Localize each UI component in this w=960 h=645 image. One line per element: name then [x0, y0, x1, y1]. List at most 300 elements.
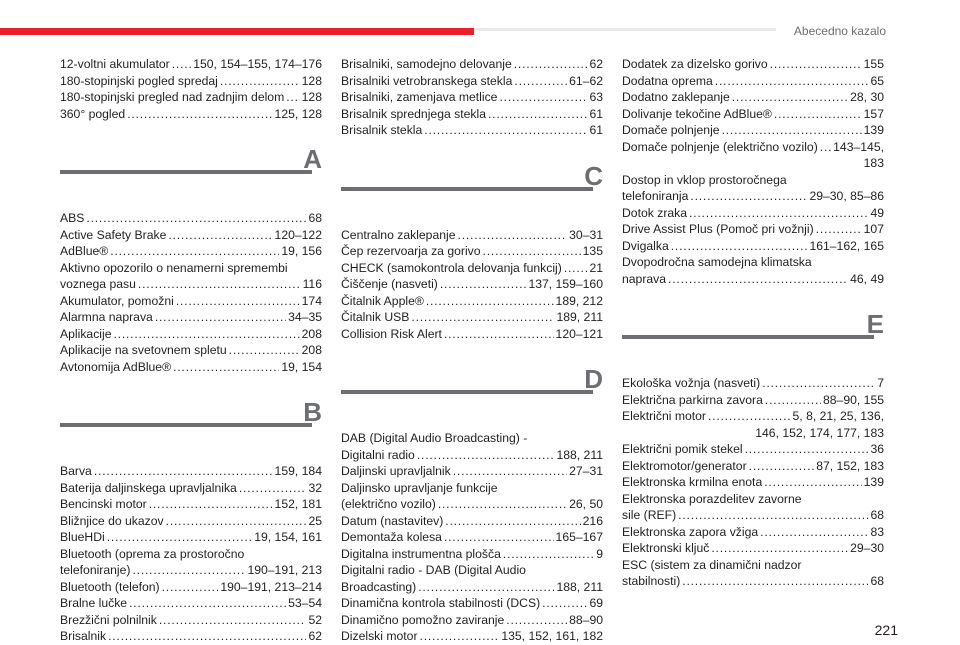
page-header-title: Abecedno kazalo [793, 24, 886, 38]
index-entry [60, 260, 322, 293]
index-entry-row [341, 628, 603, 645]
index-entry-row [60, 579, 322, 596]
index-entry-row [60, 628, 322, 645]
index-entry-label: Centralno zaklepanje [341, 227, 456, 242]
index-entry-row [60, 480, 322, 497]
dot-leader [499, 89, 587, 106]
index-entry [341, 562, 603, 595]
index-entry-row [341, 106, 603, 123]
index-entry-label: Brisalnik [60, 629, 107, 643]
index-entry-row [60, 342, 322, 359]
dot-leader [678, 507, 868, 524]
index-entry [341, 243, 603, 260]
index-entry-label: Elektromotor/generator [622, 458, 747, 473]
dot-leader [506, 612, 567, 629]
dot-leader [708, 408, 791, 425]
dot-leader [176, 293, 300, 310]
section-divider [60, 423, 312, 427]
index-entry-label: naprava [622, 271, 667, 286]
index-entry-row [341, 326, 603, 343]
index-entry-label: sile (REF) [622, 508, 677, 522]
index-entry-label: Elektronski ključ [622, 541, 710, 555]
index-entry-row [60, 106, 322, 123]
index-entry-row [622, 408, 884, 425]
index-entry-row [341, 56, 603, 73]
index-entry [60, 243, 322, 260]
index-entry-row [622, 524, 884, 541]
index-entry-row [622, 139, 884, 156]
index-entry-row [341, 227, 603, 244]
index-entry [341, 89, 603, 106]
dot-leader [173, 359, 279, 376]
index-entry-pages: 208 [301, 343, 322, 357]
index-entry [341, 612, 603, 629]
index-entry-label: Alarmna naprava [60, 310, 153, 324]
index-entry-row [622, 375, 884, 392]
dot-leader [411, 309, 554, 326]
index-entry-pages: 120–121 [555, 326, 603, 341]
index-entry-row [341, 447, 603, 464]
index-entry [60, 326, 322, 343]
index-entry-label: Električni pomik stekel [622, 442, 743, 456]
index-entry-label: Dinamična kontrola stabilnosti (DCS) [341, 596, 541, 610]
index-entry [60, 293, 322, 310]
index-entry-pages: 189, 212 [555, 293, 603, 308]
index-entry-label: Brisalnik sprednjega stekla [341, 106, 486, 121]
index-entry-row [60, 463, 322, 480]
dot-leader [816, 221, 862, 238]
index-entry-row [622, 122, 884, 139]
index-entry-pages: 68 [870, 508, 884, 522]
index-entry-label: Broadcasting) [341, 579, 417, 594]
index-entry-label: Akumulator, pomožni [60, 293, 174, 308]
index-entry-pages: 65 [870, 73, 884, 88]
index-entry-label: Aplikacije na svetovnem spletu [60, 343, 227, 357]
index-entry-row [622, 106, 884, 123]
index-entry-row [622, 540, 884, 557]
index-entry [60, 595, 322, 612]
index-entry-row [622, 221, 884, 238]
index-entry-row [341, 513, 603, 530]
index-entry [622, 254, 884, 287]
index-entry-pages: 87, 152, 183 [816, 458, 884, 473]
index-entry [60, 579, 322, 596]
dot-leader [155, 309, 286, 326]
index-entry [60, 227, 322, 244]
index-entry [622, 408, 884, 441]
index-entry-label: Brisalniki vetrobranskega stekla [341, 73, 513, 88]
index-entry-label: Drive Assist Plus (Pomoč pri vožnji) [622, 222, 814, 236]
index-entry-label: Domače polnjenje [622, 123, 720, 137]
index-entry-pages: 52 [308, 612, 322, 627]
index-entry-row [60, 562, 322, 579]
index-entry-pages: 157 [863, 106, 884, 121]
index-entry-row [341, 496, 603, 513]
index-entry-pages: 188, 211 [556, 447, 603, 462]
index-entry-row [60, 326, 322, 343]
index-entry [622, 56, 884, 73]
section-letter: C [584, 160, 603, 191]
dot-leader [138, 276, 301, 293]
dot-leader [166, 513, 307, 530]
index-entry-label: Dizelski motor [341, 629, 418, 643]
index-entry-pages: 139 [863, 123, 884, 137]
section-letter: B [303, 397, 322, 427]
index-entry-pages: 88–90, 155 [823, 392, 884, 407]
section-header [341, 161, 603, 215]
dot-leader [229, 342, 300, 359]
index-entry-label: 180-stopinjski pregled nad zadnjim delom [60, 90, 285, 104]
index-entry [341, 293, 603, 310]
header-rule [474, 28, 776, 31]
index-entry-label: Elektronska krmilna enota [622, 475, 763, 489]
index-entry-row [341, 260, 603, 277]
index-entry-row [622, 205, 884, 222]
index-entry [60, 210, 322, 227]
index-entry-pages: 128 [301, 73, 322, 88]
dot-leader [220, 73, 300, 90]
index-entry-row [622, 474, 884, 491]
index-entry-row [622, 188, 884, 205]
section-divider [60, 170, 312, 174]
index-entry-pages: 5, 8, 21, 25, 136, [792, 409, 884, 423]
section-letter: D [584, 364, 603, 394]
index-entry [341, 260, 603, 277]
index-entry [60, 463, 322, 480]
index-entry-pages: 174 [301, 293, 322, 308]
index-entry-label: Električni motor [622, 409, 706, 423]
index-entry-text: Dostop in vklop prostoročnega [622, 172, 787, 187]
index-entry-pages: 165–167 [555, 530, 603, 544]
index-entry-label: voznega pasu [60, 277, 136, 291]
index-entry-label: Brezžični polnilnik [60, 612, 157, 627]
index-entry-pages: 107 [863, 222, 884, 236]
index-entry-label: Dvigalka [622, 238, 669, 253]
index-entry-label: Bralne lučke [60, 596, 128, 610]
index-entry-pages: 62 [589, 57, 603, 71]
dot-leader [172, 56, 191, 73]
dot-leader [132, 562, 245, 579]
index-entry-row [622, 73, 884, 90]
index-entry-label: BlueHDi [60, 530, 105, 544]
index-entry [622, 205, 884, 222]
index-entry-row [622, 56, 884, 73]
section-divider [341, 187, 593, 191]
index-entry-pages: 190–191, 213–214 [220, 579, 322, 594]
dot-leader [418, 579, 554, 596]
index-entry-pages: 68 [308, 211, 322, 225]
index-entry [622, 474, 884, 491]
dot-leader [440, 276, 527, 293]
index-entry-row [341, 309, 603, 326]
dot-leader [483, 243, 581, 260]
dot-leader [689, 205, 868, 222]
index-entry [622, 139, 884, 172]
index-entry-row [341, 612, 603, 629]
index-entry-pages: 49 [870, 205, 884, 220]
index-entry-label: Električna parkirna zavora [622, 392, 763, 407]
dot-leader [745, 441, 869, 458]
index-entry [622, 441, 884, 458]
dot-leader [86, 210, 306, 227]
section-header [60, 397, 322, 451]
dot-leader [108, 628, 306, 645]
dot-leader [420, 628, 500, 645]
index-entry-row [341, 243, 603, 260]
section-divider [622, 335, 874, 339]
index-entry-row [60, 243, 322, 260]
index-entry-pages: 63 [589, 90, 603, 104]
index-entry-row [60, 89, 322, 106]
index-entry [622, 491, 884, 524]
index-entry [60, 342, 322, 359]
index-entry-row [341, 579, 603, 596]
index-entry-label: telefoniranja [622, 189, 689, 203]
index-entry [341, 529, 603, 546]
dot-leader [129, 595, 286, 612]
index-entry-label: Elektronska zapora vžiga [622, 524, 759, 539]
index-entry [341, 430, 603, 463]
index-entry-row [60, 293, 322, 310]
index-entry-row [60, 309, 322, 326]
dot-leader [159, 612, 307, 629]
page-number: 221 [874, 622, 898, 638]
index-entry-row [341, 529, 603, 546]
dot-leader [424, 122, 587, 139]
index-entry-pages: 61 [589, 106, 603, 121]
dot-leader [762, 375, 875, 392]
index-entry-row [60, 513, 322, 530]
index-entry-pages: 159, 184 [274, 464, 322, 478]
index-column-2 [341, 56, 603, 645]
index-entry [622, 458, 884, 475]
index-entry [622, 106, 884, 123]
index-entry-pages: 46, 49 [850, 271, 884, 286]
index-entry-label: Dodatno zaklepanje [622, 90, 730, 104]
index-entry-label: Brisalniki, samodejno delovanje [341, 57, 512, 71]
section-header [622, 309, 884, 363]
index-entry-pages: 32 [308, 480, 322, 495]
index-entry-label: Dolivanje tekočine AdBlue® [622, 106, 772, 121]
dot-leader [764, 474, 861, 491]
index-entry-text: Daljinsko upravljanje funkcije [341, 480, 498, 495]
index-entry-pages: 29–30, 85–86 [809, 189, 884, 203]
dot-leader [760, 524, 868, 541]
index-column-3 [622, 56, 884, 590]
index-entry-row [60, 276, 322, 293]
index-entry-pages: 189, 211 [556, 310, 603, 324]
index-entry-label: 360° pogled [60, 106, 126, 121]
index-entry-label: Brisalniki, zamenjava metlice [341, 90, 498, 104]
index-entry-row [60, 210, 322, 227]
index-entry-row [622, 89, 884, 106]
index-entry-pages: 7 [877, 376, 884, 390]
dot-leader [668, 271, 848, 288]
index-entry [341, 309, 603, 326]
index-entry-label: AdBlue® [60, 244, 109, 258]
index-entry [341, 106, 603, 123]
index-entry-pages: 83 [870, 524, 884, 539]
dot-leader [690, 188, 807, 205]
index-entry [341, 276, 603, 293]
index-entry-label: Dinamično pomožno zaviranje [341, 612, 505, 627]
index-entry-row [341, 89, 603, 106]
index-entry [622, 172, 884, 205]
index-entry-label: Datum (nastavitev) [341, 513, 444, 528]
dot-leader [239, 480, 307, 497]
index-entry-pages: 190–191, 213 [247, 563, 322, 577]
index-entry [60, 628, 322, 645]
index-entry-label: 180-stopinjski pogled spredaj [60, 73, 218, 88]
index-entry-label: Domače polnjenje (električno vozilo) [622, 139, 818, 154]
index-entry [60, 359, 322, 376]
index-entry [341, 326, 603, 343]
index-entry [622, 557, 884, 590]
index-entry-row [341, 276, 603, 293]
dot-leader [458, 227, 568, 244]
index-entry [341, 513, 603, 530]
index-entry-label: Bluetooth (telefon) [60, 579, 160, 594]
index-entry-pages: 36 [870, 442, 884, 456]
dot-leader [453, 463, 567, 480]
index-entry [622, 392, 884, 409]
index-entry [60, 612, 322, 629]
index-entry-label: stabilnosti) [622, 574, 681, 588]
index-entry-row [622, 238, 884, 255]
section-letter: A [303, 144, 322, 174]
dot-leader [542, 595, 587, 612]
index-entry-pages: 188, 211 [556, 579, 603, 594]
index-entry [341, 463, 603, 480]
index-entry-row [622, 392, 884, 409]
dot-leader [732, 89, 848, 106]
index-entry-pages: 26, 50 [569, 497, 603, 511]
section-letter: E [866, 309, 884, 339]
index-entry-pages: 19, 156 [281, 244, 322, 258]
index-entry-pages: 128 [301, 90, 322, 104]
index-entry [341, 227, 603, 244]
index-entry [60, 309, 322, 326]
dot-leader [682, 573, 868, 590]
index-entry-pages: 30–31 [569, 227, 603, 242]
index-entry-label: (električno vozilo) [341, 497, 436, 511]
index-entry-text: Bluetooth (oprema za prostoročno [60, 546, 245, 561]
dot-leader [715, 73, 869, 90]
index-entry-row [622, 507, 884, 524]
index-entry-label: Digitalni radio [341, 447, 415, 462]
dot-leader [162, 579, 219, 596]
index-entry [341, 122, 603, 139]
index-entry-pages: 216 [582, 513, 603, 528]
index-entry-text: Elektronska porazdelitev zavorne [622, 491, 802, 506]
index-entry-label: Digitalna instrumentna plošča [341, 546, 501, 561]
index-entry [622, 524, 884, 541]
dot-leader [514, 56, 588, 73]
index-entry-row [60, 496, 322, 513]
dot-leader [774, 106, 862, 123]
index-entry [60, 513, 322, 530]
index-entry-row [622, 458, 884, 475]
index-entry-pages: 152, 181 [274, 497, 322, 511]
index-entry-row [341, 463, 603, 480]
index-entry-text: Aktivno opozorilo o nenamerni spremembi [60, 260, 288, 275]
index-entry-label: Brisalnik stekla [341, 123, 423, 137]
index-entry-pages: 135, 152, 161, 182 [501, 629, 603, 643]
index-entry-row [60, 73, 322, 90]
index-entry [622, 89, 884, 106]
dot-leader [107, 529, 253, 546]
index-entry-row [341, 546, 603, 563]
index-entry [341, 480, 603, 513]
index-entry-label: Bencinski motor [60, 497, 147, 511]
index-entry [341, 56, 603, 73]
index-entry-label: Demontaža kolesa [341, 530, 442, 544]
index-entry-pages: 21 [589, 260, 603, 275]
index-entry-row [341, 122, 603, 139]
section-header [60, 144, 322, 198]
index-entry-pages: 19, 154, 161 [254, 530, 322, 544]
index-entry-label: Barva [60, 464, 92, 478]
index-entry-row [622, 441, 884, 458]
index-entry-pages: 120–122 [274, 227, 322, 242]
index-entry-label: ABS [60, 211, 85, 225]
dot-leader [94, 463, 273, 480]
index-entry [60, 529, 322, 546]
index-entry-label: Čitalnik USB [341, 310, 410, 324]
index-entry-text: ESC (sistem za dinamični nadzor [622, 557, 802, 572]
index-entry-label: Avtonomija AdBlue® [60, 359, 172, 374]
index-entry-pages: 125, 128 [274, 106, 322, 121]
index-entry-pages: 69 [589, 596, 603, 610]
index-entry-label: telefoniranje) [60, 563, 131, 577]
index-entry-pages: 9 [596, 546, 603, 561]
index-entry-row [622, 573, 884, 590]
dot-leader [149, 496, 273, 513]
index-entry [341, 546, 603, 563]
index-entry [622, 73, 884, 90]
index-entry-pages: 28, 30 [850, 90, 884, 104]
index-entry-pages-continued: 183 [863, 156, 884, 170]
index-entry-label: Dodatna oprema [622, 73, 713, 88]
index-entry-pages: 150, 154–155, 174–176 [193, 57, 322, 71]
dot-leader [770, 56, 862, 73]
index-entry-row [60, 529, 322, 546]
index-entry [622, 221, 884, 238]
dot-leader [671, 238, 808, 255]
dot-leader [765, 392, 821, 409]
index-entry-text: DAB (Digital Audio Broadcasting) - [341, 431, 528, 445]
index-entry-label: Ekološka vožnja (nasveti) [622, 376, 761, 390]
index-entry [622, 375, 884, 392]
dot-leader [445, 513, 580, 530]
dot-leader [417, 447, 555, 464]
index-entry [60, 73, 322, 90]
index-entry-row [341, 293, 603, 310]
dot-leader [426, 293, 554, 310]
index-entry-label: Bližnjice do ukazov [60, 513, 164, 528]
index-entry-pages: 53–54 [288, 596, 322, 610]
index-entry-pages: 88–90 [569, 612, 603, 627]
index-entry [622, 238, 884, 255]
dot-leader [722, 122, 862, 139]
index-entry-pages: 161–162, 165 [809, 238, 884, 253]
dot-leader [110, 243, 279, 260]
index-entry-row [622, 271, 884, 288]
index-entry-row [60, 359, 322, 376]
index-entry-pages: 29–30 [850, 541, 884, 555]
index-entry-label: CHECK (samokontrola delovanja funkcij) [341, 260, 562, 275]
index-entry-label: Čitalnik Apple® [341, 293, 424, 308]
